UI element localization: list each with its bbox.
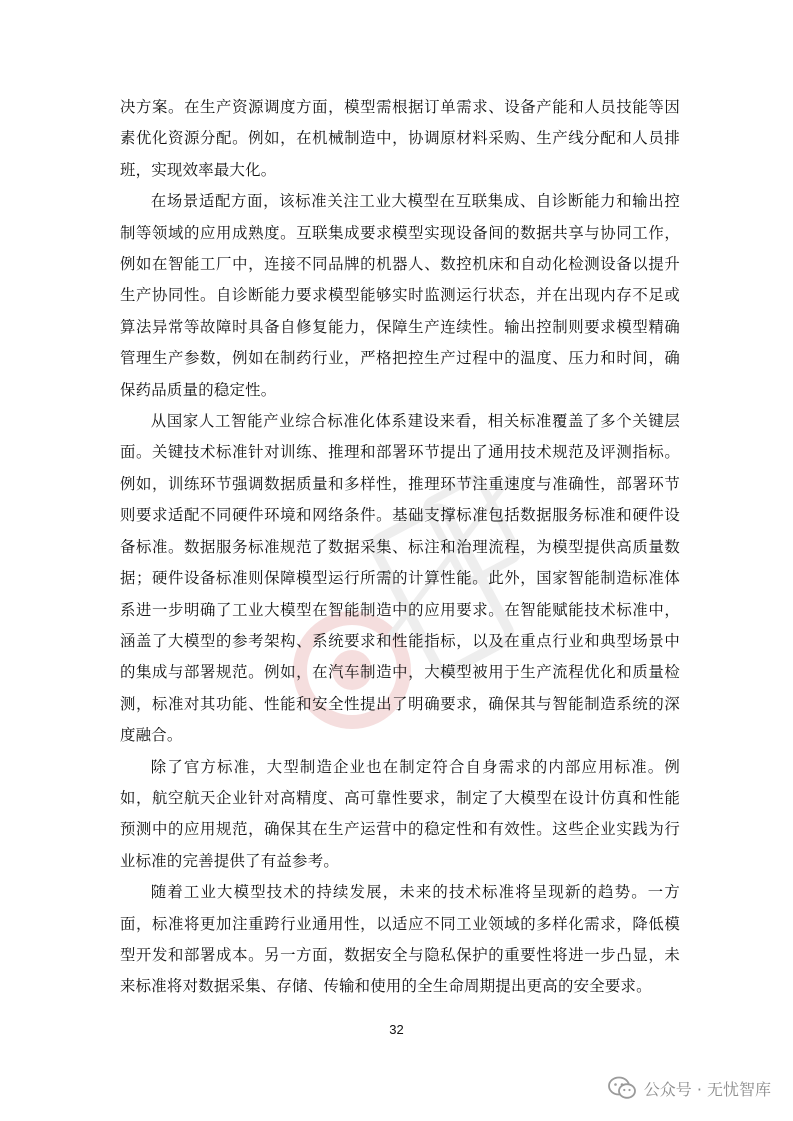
wechat-icon: [608, 1076, 636, 1100]
paragraph-3: 从国家人工智能产业综合标准化体系建设来看，相关标准覆盖了多个关键层面。关键技术标准针对训练、推理和部署环节提出了通用技术规范及评测指标。例如，训练环节强调数据质量和多样性，推理环节注重速度与准确性，部署环节则要求适配不同硬件环境和网络条件。基础支撑标准包括数据服务标准和硬件设备标准。数据服务标准规范了数据采集、标注和治理流程，为模型提供高质量数据；硬件设备标准则保障模型运行所需的计算性能。此外，国家智能制造标准体系进一步明确了工业大模型在智能制造中的应用要求。在智能赋能技术标准中，涵盖了大模型的参考架构、系统要求和性能指标，以及在重点行业和典型场景中的集成与部署规范。例如，在汽车制造中，大模型被用于生产流程优化和质量检测，标准对其功能、性能和安全性提出了明确要求，确保其与智能制造系统的深度融合。: [120, 412, 680, 745]
page-number: 32: [389, 1022, 404, 1037]
footer-brand-text: 公众号 · 无忧智库: [643, 1079, 771, 1099]
paragraph-2: 在场景适配方面，该标准关注工业大模型在互联集成、自诊断能力和输出控制等领域的应用成熟度。互联集成要求模型实现设备间的数据共享与协同工作，例如在智能工厂中，连接不同品牌的机器人、数控机床和自动化检测设备以提升生产协同性。自诊断能力要求模型能够实时监测运行状态，并在出现内存不足或算法异常等故障时具备自修复能力，保障生产连续性。输出控制则要求模型精确管理生产参数，例如在制药行业，严格把控生产过程中的温度、压力和时间，确保药品质量的稳定性。: [120, 192, 680, 399]
paragraph-4: 除了官方标准，大型制造企业也在制定符合自身需求的内部应用标准。例如，航空航天企业针对高精度、高可靠性要求，制定了大模型在设计仿真和性能预测中的应用规范，确保其在生产运营中的稳定性和有效性。这些企业实践为行业标准的完善提供了有益参考。: [120, 757, 680, 870]
body-text: [120, 92, 680, 1003]
paragraph-1: 决方案。在生产资源调度方面，模型需根据订单需求、设备产能和人员技能等因素优化资源分配。例如，在机械制造中，协调原材料采购、生产线分配和人员排班，实现效率最大化。: [120, 98, 680, 179]
paragraph-5: 随着工业大模型技术的持续发展，未来的技术标准将呈现新的趋势。一方面，标准将更加注重跨行业通用性，以适应不同工业领域的多样化需求，降低模型开发和部署成本。另一方面，数据安全与隐私保护的重要性将进一步凸显，未来标准将对数据采集、存储、传输和使用的全生命周期提出更高的安全要求。: [120, 883, 680, 996]
footer-brand: [608, 1076, 771, 1100]
